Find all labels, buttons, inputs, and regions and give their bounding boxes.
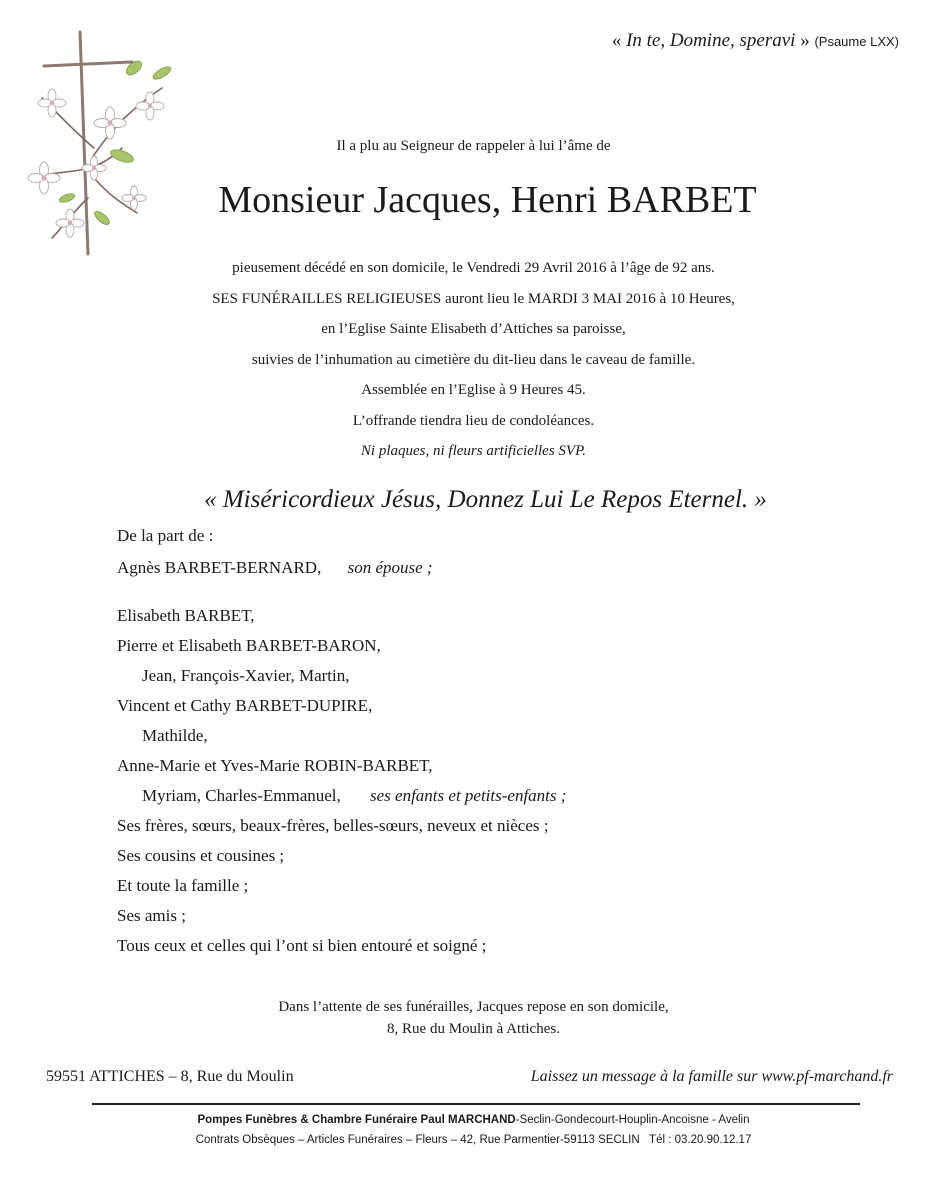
family-other: Et toute la famille ; <box>117 876 249 895</box>
announcement-line: L’offrande tiendra lieu de condoléances. <box>352 412 595 429</box>
grandchildren-names: Myriam, Charles-Emmanuel, <box>142 786 341 805</box>
family-member: Jean, François-Xavier, Martin, <box>142 666 350 685</box>
footer-company-line <box>0 1114 947 1126</box>
announcement <box>0 253 947 467</box>
waiting-line: Dans l’attente de ses funérailles, Jacques repose en son domicile, <box>278 999 669 1015</box>
footer-services: Contrats Obsèques – Articles Funéraires – Fleurs – 42, Rue Parmentier-59113 SECLIN Tél : 03.20.90.12.17 <box>195 1134 752 1146</box>
intro-text: Il a plu au Seigneur de rappeler à lui l’âme de <box>336 138 611 154</box>
prayer-quote: « Miséricordieux Jésus, Donnez Lui Le Repos Eternel. » <box>204 486 767 513</box>
announcement-line: Assemblée en l’Eglise à 9 Heures 45. <box>361 382 586 398</box>
footer-locations: -Seclin-Gondecourt-Houplin-Ancoisne - Avelin <box>515 1114 750 1126</box>
web-message: Laissez un message à la famille sur www.pf-marchand.fr <box>530 1068 893 1085</box>
footer-company: Pompes Funèbres & Chambre Funéraire Paul MARCHAND <box>197 1114 516 1126</box>
family-other: Ses frères, sœurs, beaux-frères, belles-sœurs, neveux et nièces ; <box>117 816 549 835</box>
motto <box>612 30 899 52</box>
family-other: Ses amis ; <box>117 906 186 925</box>
announcement-line: SES FUNÉRAILLES RELIGIEUSES auront lieu le MARDI 3 MAI 2016 à 10 Heures, <box>212 290 735 307</box>
family-address: 59551 ATTICHES – 8, Rue du Moulin <box>46 1068 294 1085</box>
waiting-line: 8, Rue du Moulin à Attiches. <box>387 1021 560 1037</box>
family-member-last <box>142 786 566 806</box>
motto-reference: (Psaume LXX) <box>814 34 899 49</box>
announcement-line: suivies de l’inhumation au cimetière du dit-lieu dans le caveau de famille. <box>251 351 696 368</box>
deceased-name: Monsieur Jacques, Henri BARBET <box>218 179 757 221</box>
family-member: Pierre et Elisabeth BARBET-BARON, <box>117 636 381 655</box>
waiting-notice <box>0 996 947 1040</box>
family-member: Anne-Marie et Yves-Marie ROBIN-BARBET, <box>117 756 433 775</box>
footer-divider <box>92 1103 860 1105</box>
announcement-line: pieusement décédé en son domicile, le Vendredi 29 Avril 2016 à l’âge de 92 ans. <box>232 260 715 276</box>
family-spouse <box>117 558 433 578</box>
motto-open-quote: « <box>611 30 622 51</box>
children-relation: ses enfants et petits-enfants ; <box>370 786 567 805</box>
motto-latin: In te, Domine, speravi <box>626 30 796 51</box>
family-member: Mathilde, <box>142 726 208 745</box>
motto-close-quote: » <box>800 30 810 51</box>
family-other: Tous ceux et celles qui l’ont si bien entouré et soigné ; <box>117 936 487 955</box>
family-intro: De la part de : <box>117 526 214 545</box>
family-member: Elisabeth BARBET, <box>117 606 255 625</box>
announcement-line: en l’Eglise Sainte Elisabeth d’Attiches sa paroisse, <box>321 321 626 337</box>
spouse-relation: son épouse ; <box>347 558 433 577</box>
spouse-name: Agnès BARBET-BERNARD, <box>117 558 322 577</box>
family-member: Vincent et Cathy BARBET-DUPIRE, <box>117 696 373 715</box>
announcement-line: Ni plaques, ni fleurs artificielles SVP. <box>360 443 587 459</box>
family-other: Ses cousins et cousines ; <box>117 846 285 865</box>
